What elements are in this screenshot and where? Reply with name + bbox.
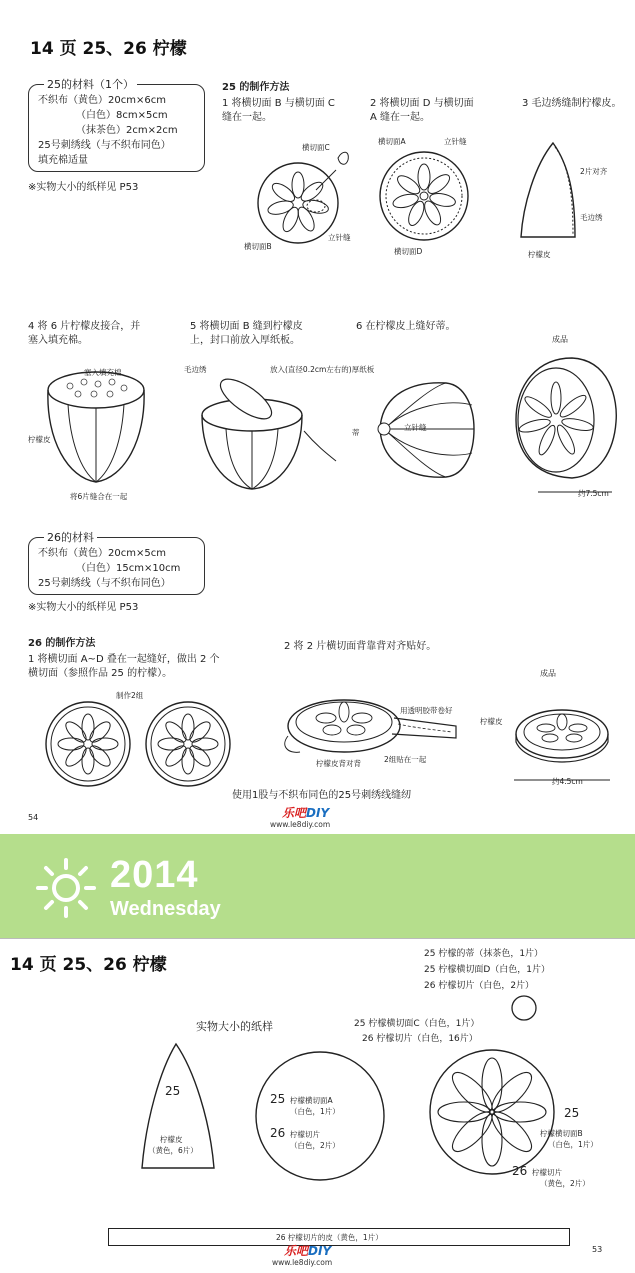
materials-26-line: （白色）15cm×10cm: [76, 563, 181, 574]
figure-label: 蒂: [352, 428, 360, 437]
step-6-text: 6 在柠檬皮上缝好蒂。: [356, 321, 456, 332]
pattern-note-25: ※实物大小的纸样见 P53: [28, 182, 139, 193]
pattern-name: 柠檬切片: [532, 1168, 562, 1177]
pattern-qty: （黄色，2片）: [540, 1179, 590, 1188]
footer-note: 使用1股与不织布同色的25号刺绣线缝纫: [232, 790, 412, 801]
pattern-number: 25: [564, 1106, 580, 1120]
pattern-note-26: ※实物大小的纸样见 P53: [28, 602, 139, 613]
patterns-heading: 实物大小的纸样: [196, 1020, 273, 1033]
pattern-label: 25 柠檬横切面C（白色，1片）: [354, 1019, 480, 1029]
banner-weekday: Wednesday: [110, 898, 221, 920]
figure-step-4: [40, 360, 160, 495]
slice-a-pattern: [254, 1050, 388, 1184]
watermark-url: www.le8diy.com: [270, 820, 331, 829]
step-26-2-text: 2 将 2 片横切面背靠背对齐贴好。: [284, 641, 437, 652]
page-title: 14 页 25、26 柠檬: [30, 39, 187, 59]
step-1-text: 缝在一起。: [222, 112, 272, 123]
pattern-name: 柠檬切片: [290, 1130, 320, 1139]
step-2-text: A 缝在一起。: [370, 112, 431, 123]
method-25-heading: 25 的制作方法: [222, 82, 290, 93]
step-26-1-text: 1 将横切面 A~D 叠在一起缝好，做出 2 个: [28, 654, 220, 665]
pattern-label: 26 柠檬切片（白色，16片）: [362, 1034, 478, 1044]
step-5-text: 5 将横切面 B 缝到柠檬皮: [190, 321, 303, 332]
pattern-number: 26: [512, 1164, 528, 1178]
pattern-name: 柠檬横切面A: [290, 1096, 333, 1105]
figure-label: 横切面A: [378, 137, 406, 146]
figure-label: 毛边绣: [580, 213, 603, 222]
finished-label: 成品: [540, 669, 556, 678]
step-4-text: 塞入填充棉。: [28, 335, 88, 346]
figure-label: 制作2组: [116, 691, 144, 700]
pattern-label: 26 柠檬切片（白色，2片）: [424, 981, 535, 991]
figure-label: 2组贴在一起: [384, 755, 427, 764]
materials-25-line: 填充棉适量: [38, 155, 88, 166]
dimension-label: 约7.5cm: [578, 489, 609, 498]
figure-step-3: [515, 135, 585, 245]
finished-25-figure: [512, 350, 622, 490]
slice-figure: [44, 700, 134, 790]
pattern-qty: （黄色，6片）: [148, 1146, 198, 1155]
slice-figure: [144, 700, 234, 790]
pattern-label: 25 柠檬横切面D（白色，1片）: [424, 965, 550, 975]
step-2-text: 2 将横切面 D 与横切面: [370, 98, 474, 109]
pattern-number: 25: [270, 1092, 286, 1106]
figure-label: 横切面C: [302, 143, 330, 152]
dimension-label: 约4.5cm: [552, 777, 583, 786]
figure-26-step-2: [286, 690, 476, 770]
step-26-1-text: 横切面（参照作品 25 的柠檬）。: [28, 668, 173, 679]
figure-label: 柠檬皮背对背: [316, 759, 361, 768]
page-number: 54: [28, 813, 39, 822]
materials-25-line: （抹茶色）2cm×2cm: [76, 125, 178, 136]
pattern-qty: （白色，2片）: [290, 1141, 340, 1150]
figure-label: 立针缝: [444, 137, 467, 146]
step-1-text: 1 将横切面 B 与横切面 C: [222, 98, 335, 109]
figure-step-5: [196, 365, 346, 495]
stem-pattern: [510, 994, 540, 1024]
pattern-label: 25 柠檬的蒂（抹茶色，1片）: [424, 949, 544, 959]
figure-label: 柠檬皮: [528, 250, 551, 259]
step-4-text: 4 将 6 片柠檬皮接合，并: [28, 321, 141, 332]
materials-25-line: 25号刺绣线（与不织布同色）: [38, 140, 171, 151]
pattern-qty: （白色，1片）: [290, 1107, 340, 1116]
figure-step-2: [378, 150, 478, 250]
pattern-name: 柠檬皮: [160, 1135, 183, 1144]
watermark-logo: 乐吧DIY: [284, 1244, 332, 1258]
materials-25-label: 25的材料（1个）: [44, 76, 137, 92]
watermark-logo: 乐吧DIY: [282, 806, 330, 820]
materials-25-line: （白色）8cm×5cm: [76, 110, 168, 121]
figure-label: 柠檬皮: [480, 717, 503, 726]
pattern-number: 26: [270, 1126, 286, 1140]
figure-label: 将6片缝合在一起: [70, 492, 128, 501]
banner-year: 2014: [110, 854, 199, 896]
date-banner: [0, 834, 635, 938]
figure-label: 立针缝: [328, 233, 351, 242]
materials-25-line: 不织布（黄色）20cm×6cm: [38, 95, 166, 106]
figure-label: 2片对齐: [580, 167, 608, 176]
pattern-qty: （白色，1片）: [548, 1140, 598, 1149]
pattern-page-53: [0, 938, 635, 1273]
figure-label: 毛边绣: [184, 365, 207, 374]
finished-label: 成品: [552, 335, 568, 344]
page-title: 14 页 25、26 柠檬: [10, 955, 167, 975]
step-5-text: 上，封口前放入厚纸板。: [190, 335, 300, 346]
figure-label: 横切面B: [244, 242, 272, 251]
pattern-name: 26 柠檬切片的皮（黄色，1片）: [276, 1233, 383, 1242]
sun-icon: [34, 856, 98, 920]
materials-26-label: 26的材料: [44, 529, 97, 545]
figure-label: 放入(直径0.2cm左右的)厚纸板: [270, 365, 375, 374]
method-26-heading: 26 的制作方法: [28, 638, 96, 649]
figure-label: 立针缝: [404, 423, 427, 432]
watermark-url: www.le8diy.com: [272, 1258, 333, 1267]
figure-label: 塞入填充棉: [84, 368, 122, 377]
step-3-text: 3 毛边绣缝制柠檬皮。: [522, 98, 622, 109]
figure-label: 柠檬皮: [28, 435, 51, 444]
materials-26-line: 不织布（黄色）20cm×5cm: [38, 548, 166, 559]
figure-label: 用透明胶带卷好: [400, 706, 453, 715]
page-number: 53: [592, 1245, 603, 1254]
pattern-number: 25: [165, 1084, 181, 1098]
pattern-name: 柠檬横切面B: [540, 1129, 583, 1138]
materials-26-line: 25号刺绣线（与不织布同色）: [38, 578, 171, 589]
slice-b-pattern: [428, 1048, 558, 1178]
figure-label: 横切面D: [394, 247, 423, 256]
